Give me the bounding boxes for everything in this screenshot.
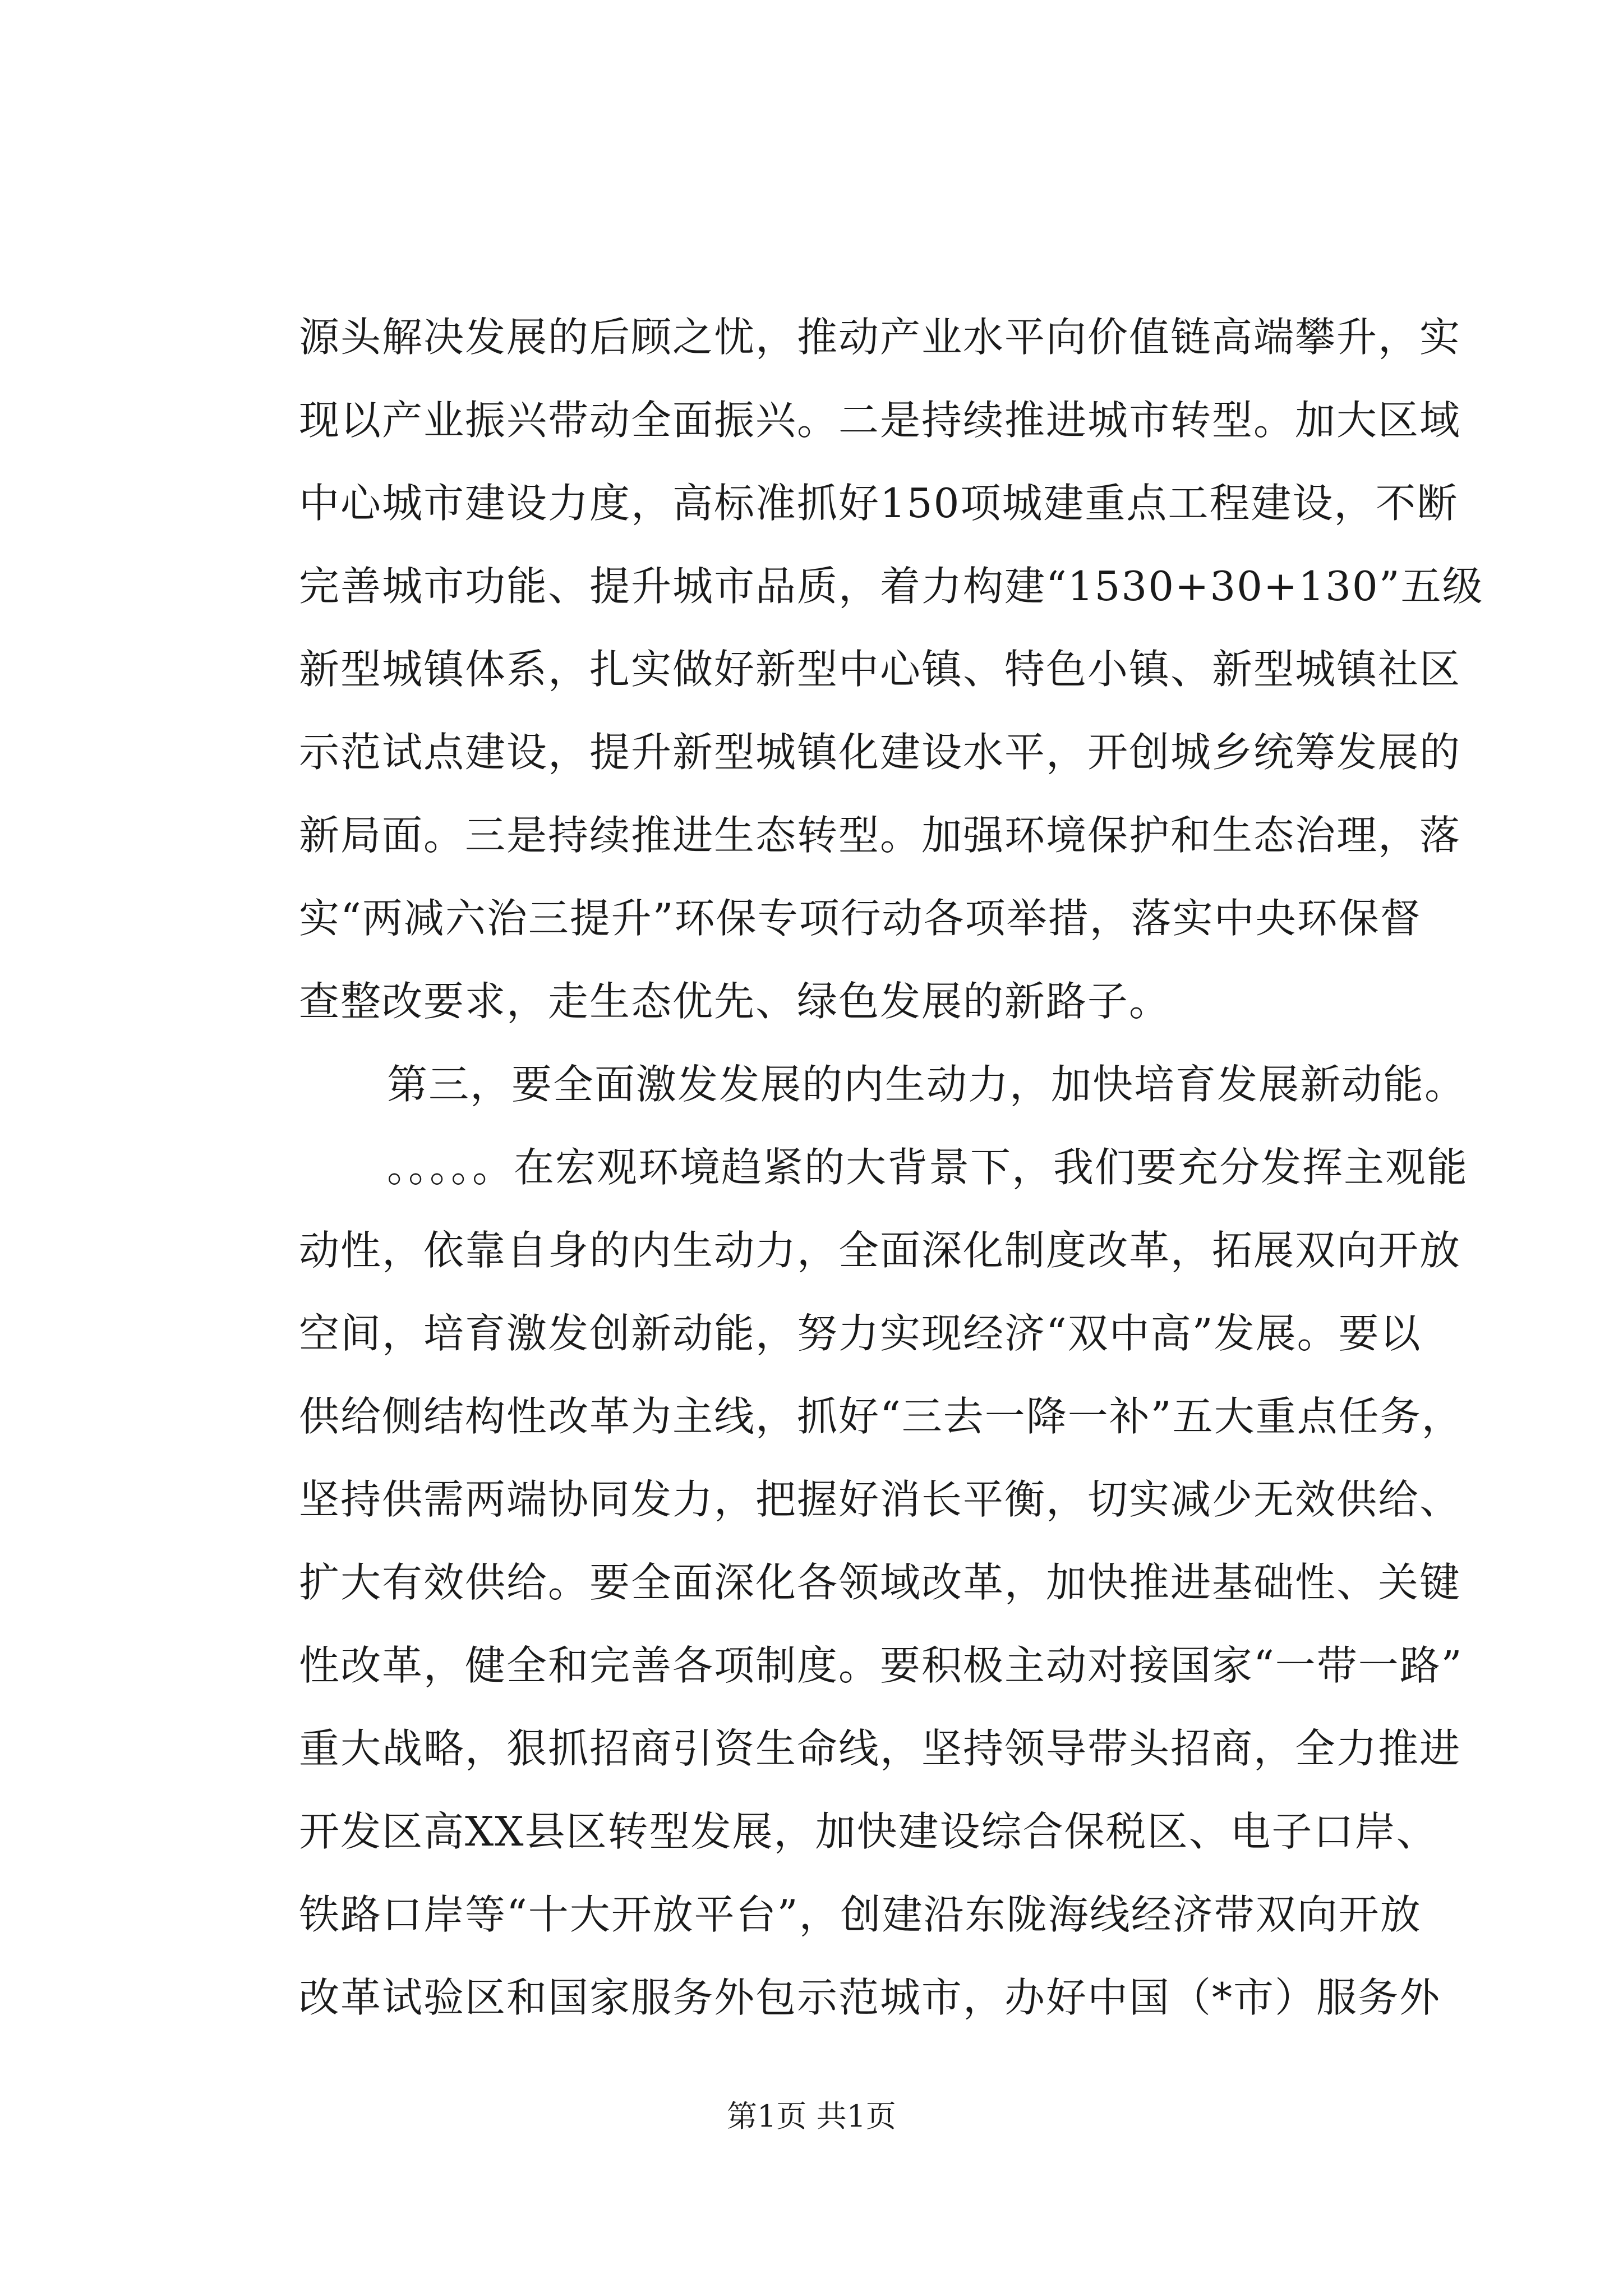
text-line: 现以产业振兴带动全面振兴。二是持续推进城市转型。加大区域 — [299, 397, 1461, 444]
text-line: 改革试验区和国家服务外包示范城市，办好中国（*市）服务外 — [299, 1974, 1441, 2021]
text-line: 新型城镇体系，扎实做好新型中心镇、特色小镇、新型城镇社区 — [299, 646, 1461, 693]
text-line: 示范试点建设，提升新型城镇化建设水平，开创城乡统筹发展的 — [299, 729, 1461, 776]
page-number-footer: 第1页 共1页 — [727, 2099, 896, 2134]
text-line: 源头解决发展的后顾之忧，推动产业水平向价值链高端攀升，实 — [299, 314, 1461, 361]
text-line: 性改革，健全和完善各项制度。要积极主动对接国家“一带一路” — [299, 1642, 1463, 1689]
text-line: 坚持供需两端协同发力，把握好消长平衡，切实减少无效供给、 — [299, 1476, 1461, 1523]
text-line: 空间，培育激发创新动能，努力实现经济“双中高”发展。要以 — [299, 1310, 1422, 1357]
text-line: 动性，依靠自身的内生动力，全面深化制度改革，拓展双向开放 — [299, 1227, 1461, 1274]
text-line: 扩大有效供给。要全面深化各领域改革，加快推进基础性、关键 — [299, 1559, 1461, 1606]
text-line: 供给侧结构性改革为主线，抓好“三去一降一补”五大重点任务， — [299, 1393, 1463, 1440]
text-line: 。。。。。在宏观环境趋紧的大背景下，我们要充分发挥主观能 — [387, 1144, 1469, 1191]
text-line: 铁路口岸等“十大开放平台”，创建沿东陇海线经济带双向开放 — [299, 1891, 1422, 1938]
text-line: 中心城市建设力度，高标准抓好150项城建重点工程建设，不断 — [299, 480, 1459, 527]
text-line: 查整改要求，走生态优先、绿色发展的新路子。 — [299, 978, 1171, 1025]
text-line: 重大战略，狠抓招商引资生命线，坚持领导带头招商，全力推进 — [299, 1725, 1461, 1772]
text-line: 开发区高XX县区转型发展，加快建设综合保税区、电子口岸、 — [299, 1808, 1438, 1855]
section-heading: 第三，要全面激发发展的内生动力，加快培育发展新动能。 — [387, 1061, 1467, 1108]
text-line: 完善城市功能、提升城市品质，着力构建“1530+30+130”五级 — [299, 563, 1484, 610]
text-line: 新局面。三是持续推进生态转型。加强环境保护和生态治理，落 — [299, 812, 1461, 859]
text-line: 实“两减六治三提升”环保专项行动各项举措，落实中央环保督 — [299, 895, 1422, 942]
